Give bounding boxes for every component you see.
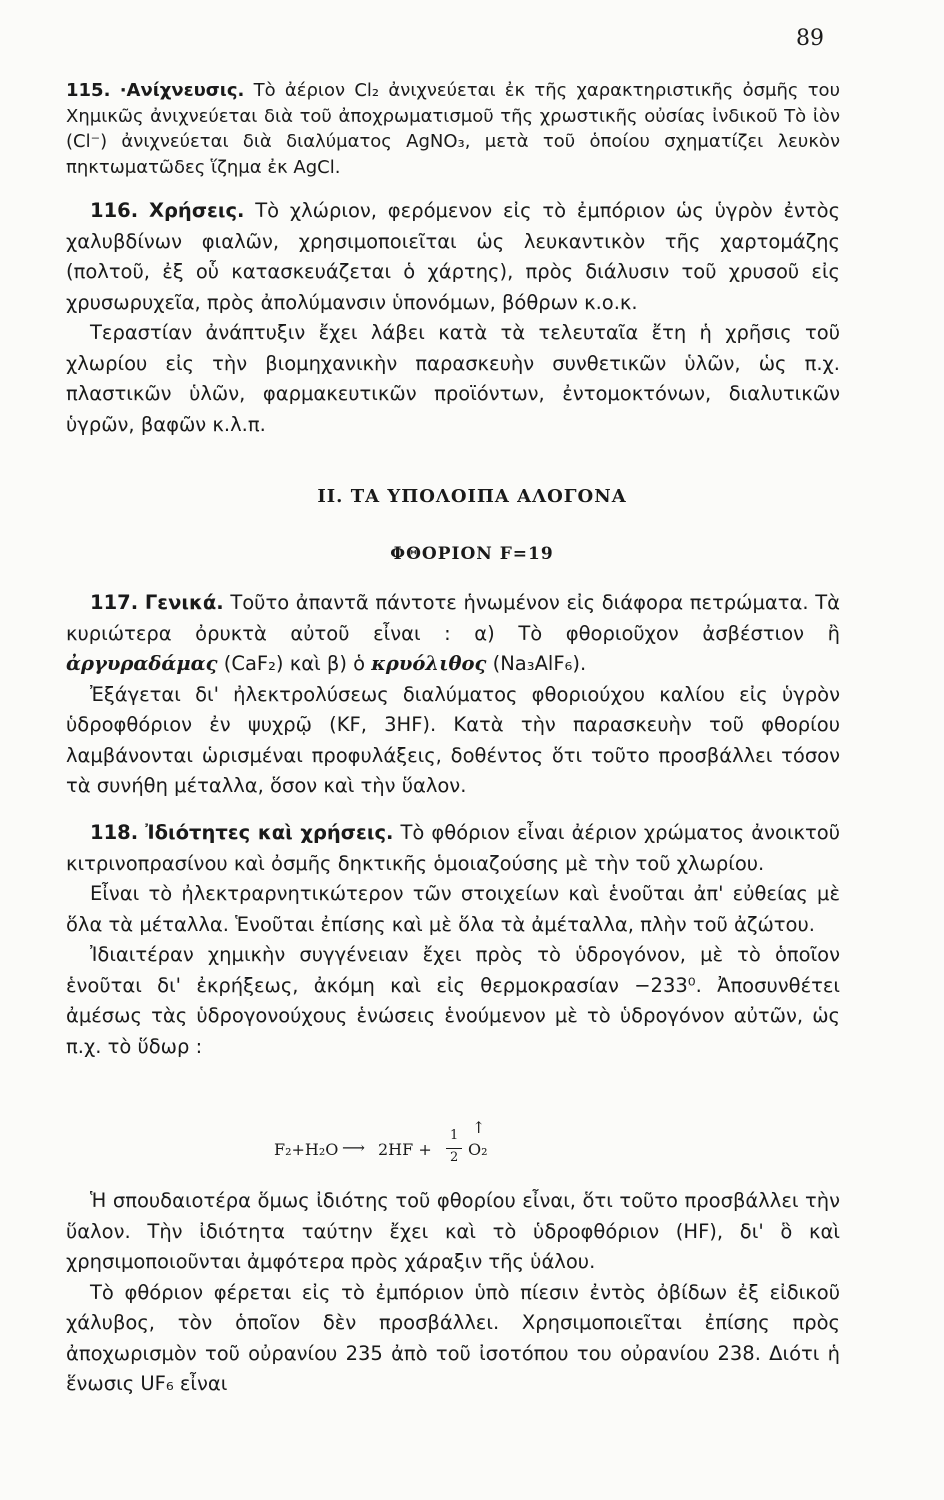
equation-arrow: ⟶ [342, 1138, 365, 1157]
section-116 [66, 196, 840, 440]
section-118-paragraph-3: Ἰδιαιτέραν χημικὴν συγγένειαν ἔχει πρὸς τὸ ὑδρογόνον, μὲ τὸ ὁποῖον ἑνοῦται δι' ἐκρήξεως, ἀκόμη καὶ εἰς θερμοκρασίαν −233⁰. Ἀποσυνθέτει ἀμέσως τὰς ὑδρογονούχους ἑνώσεις ἑνούμενον μὲ τὸ ὑδρογόνον αὐτῶν, ὡς π.χ. τὸ ὕδωρ : [66, 943, 840, 1058]
section-115-text: Τὸ ἀέριον Cl₂ ἀνιχνεύεται ἐκ τῆς χαρακτηριστικῆς ὀσμῆς του Χημικῶς ἀνιχνεύεται διὰ τοῦ ἀποχρωματισμοῦ τῆς χρωστικῆς οὐσίας ἰνδικοῦ Τὸ ἰὸν (Cl⁻) ἀνιχνεύεται διὰ διαλύματος AgNO₃, μετὰ τοῦ ὁποίου σχηματίζει λευκὸν πηκτωματῶδες ἵζημα ἐκ AgCl. [66, 80, 840, 178]
equation-reactants: F₂+H₂O [274, 1140, 339, 1159]
equation-oxygen: O₂ [468, 1140, 488, 1159]
reaction-equation [274, 1118, 574, 1174]
fraction-numerator: 1 [450, 1128, 459, 1143]
formula-caf2: (CaF₂) [223, 652, 284, 675]
section-118-number: 118. [90, 821, 139, 844]
section-118-paragraph-5: Τὸ φθόριον φέρεται εἰς τὸ ἐμπόριον ὑπὸ πίεσιν ἐντὸς ὀβίδων ἐξ εἰδικοῦ χάλυβος, τὸν ὁποῖον δὲν προσβάλλει. Χρησιμοποιεῖται ἐπίσης πρὸς ἀποχωρισμὸν τοῦ οὐρανίου 235 ἀπὸ τοῦ ἰσοτόπου του οὐρανίου 238. Διότι ἡ ἕνωσις UF₆ εἶναι [66, 1280, 840, 1395]
section-118-title: Ἰδιότητες καὶ χρήσεις. [145, 821, 394, 844]
mineral-cryolite: κρυόλιθος [371, 652, 487, 675]
section-117-number: 117. [90, 591, 139, 614]
section-117-text-1b: καὶ β) ὁ [289, 652, 366, 675]
section-118-continued [66, 1186, 840, 1400]
section-115 [66, 78, 840, 180]
section-117 [66, 588, 840, 802]
section-115-number: 115. [66, 80, 111, 101]
section-117-paragraph-1 [66, 588, 840, 680]
formula-cryolite: (Na₃AlF₆). [492, 652, 587, 675]
section-118 [66, 818, 840, 1062]
equation-products: 2HF + [378, 1140, 432, 1159]
section-118-paragraph-4: Ἡ σπουδαιοτέρα ὅμως ἰδιότης τοῦ φθορίου εἶναι, ὅτι τοῦτο προσβάλλει τὴν ὕαλον. Τὴν ἰδιότητα ταύτην ἔχει καὶ τὸ ὑδροφθόριον (HF), δι' ὃ καὶ χρησιμοποιοῦνται ἀμφότερα πρὸς χάραξιν τῆς ὑάλου. [66, 1189, 840, 1273]
element-heading: ΦΘΟΡΙΟΝ F=19 [390, 544, 554, 564]
section-116-text-1: Τὸ χλώριον, φερόμενον εἰς τὸ ἐμπόριον ὡς ὑγρὸν ἐντὸς χαλυβδίνων φιαλῶν, χρησιμοποιεῖται ὡς λευκαντικὸν τῆς χαρτομάζης (πολτοῦ, ἐξ οὗ κατασκευάζεται ὁ χάρτης), πρὸς διάλυσιν τοῦ χρυσοῦ εἰς χρυσωρυχεῖα, πρὸς ἀπολύμανσιν ὑπονόμων, βόθρων κ.ο.κ. [66, 199, 841, 314]
section-117-title: Γενικά. [144, 591, 224, 614]
section-118-paragraph-1 [66, 818, 840, 879]
section-116-number: 116. [90, 199, 139, 222]
section-116-title: Χρήσεις. [148, 199, 245, 222]
section-118-text-1: Τὸ φθόριον εἶναι ἀέριον χρώματος ἀνοικτοῦ κιτρινοπρασίνου καὶ ὀσμῆς δηκτικῆς ὁμοιαζούσης μὲ τὴν τοῦ χλωρίου. [66, 821, 840, 875]
section-116-paragraph-1 [66, 196, 840, 318]
chapter-heading: II. ΤΑ ΥΠΟΛΟΙΠΑ ΑΛΟΓΟΝΑ [317, 486, 627, 507]
section-118-paragraph-2: Εἶναι τὸ ἠλεκτραρνητικώτερον τῶν στοιχείων καὶ ἑνοῦται ἀπ' εὐθείας μὲ ὅλα τὰ μέταλλα. Ἑνοῦται ἐπίσης καὶ μὲ ὅλα τὰ ἀμέταλλα, πλὴν τοῦ ἀζώτου. [66, 882, 840, 936]
mineral-fluorite: ἀργυραδάμας [66, 652, 218, 675]
gas-up-arrow-icon: ↑ [472, 1118, 486, 1137]
section-115-title: ·Ανίχνευσις. [119, 80, 245, 101]
section-116-paragraph-2: Τεραστίαν ἀνάπτυξιν ἔχει λάβει κατὰ τὰ τελευταῖα ἔτη ἡ χρῆσις τοῦ χλωρίου εἰς τὴν βιομηχανικὴν παρασκευὴν συνθετικῶν ὑλῶν, ὡς π.χ. πλαστικῶν ὑλῶν, φαρμακευτικῶν προϊόντων, ἐντομοκτόνων, διαλυτικῶν ὑγρῶν, βαφῶν κ.λ.π. [66, 321, 840, 436]
section-117-paragraph-2: Ἐξάγεται δι' ἠλεκτρολύσεως διαλύματος φθοριούχου καλίου εἰς ὑγρὸν ὑδροφθόριον ἐν ψυχρῷ (KF, 3HF). Κατὰ τὴν παρασκευὴν τοῦ φθορίου λαμβάνονται ὡρισμέναι προφυλάξεις, δοθέντος ὅτι τοῦτο προσβάλλει τόσον τὰ συνήθη μέταλλα, ὅσον καὶ τὴν ὕαλον. [66, 682, 840, 797]
fraction-denominator: 2 [450, 1150, 459, 1165]
section-117-text-1a: Τοῦτο ἀπαντᾶ πάντοτε ἡνωμένον εἰς διάφορα πετρώματα. Τὰ κυριώτερα ὀρυκτὰ αὐτοῦ εἶναι : α) Τὸ φθοριοῦχον ἀσβέστιον ἢ [66, 591, 841, 645]
page-number: 89 [796, 26, 824, 51]
fraction-bar [446, 1148, 462, 1149]
